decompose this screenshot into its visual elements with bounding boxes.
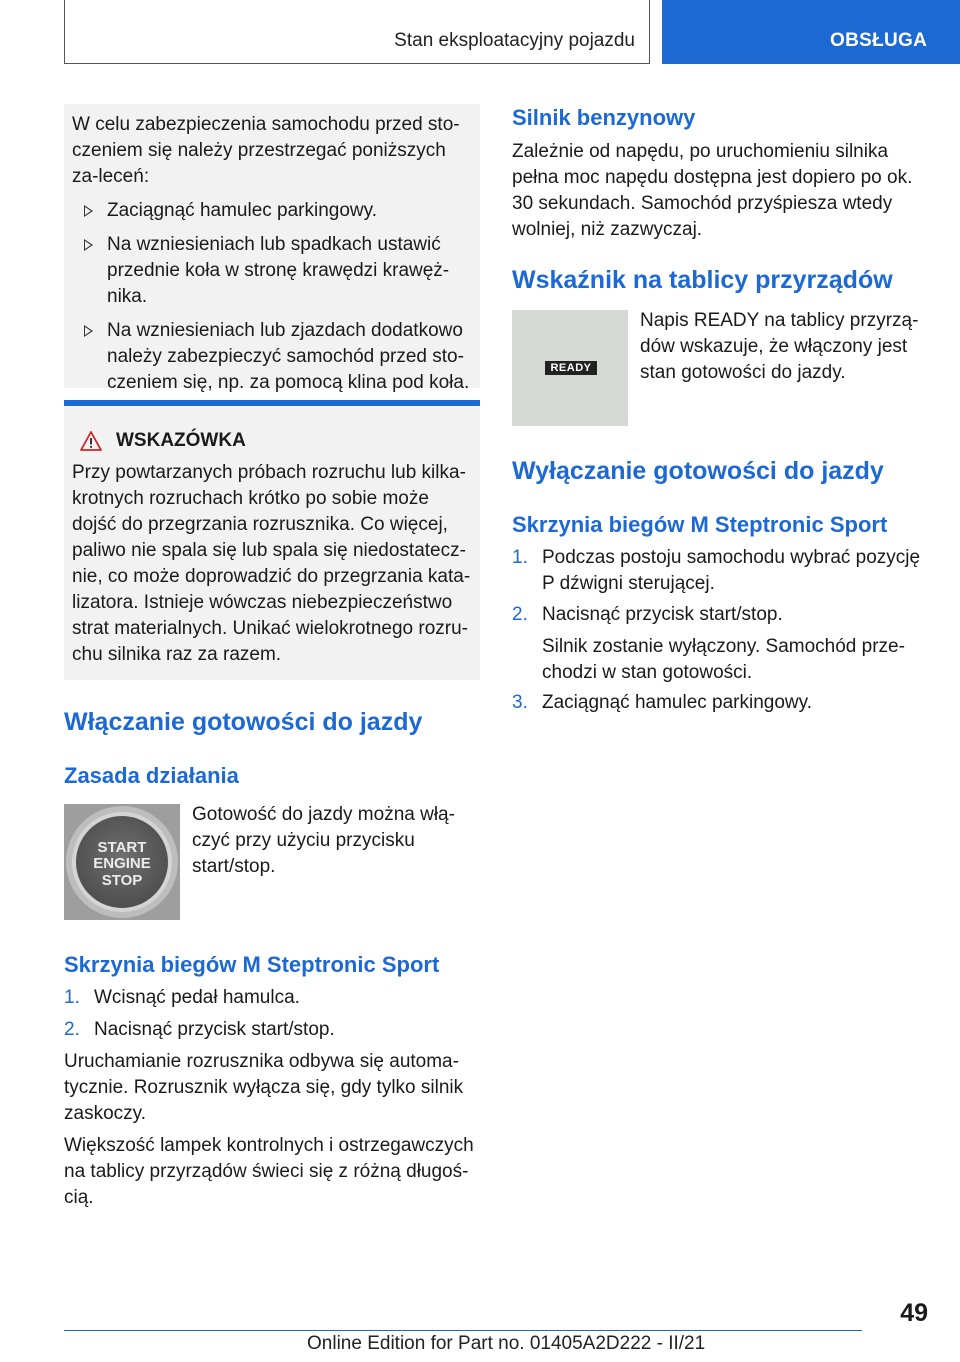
note-box [64, 104, 480, 393]
header-frame [64, 0, 650, 64]
petrol-text: Zależnie od napędu, po uruchomieniu silnika pełna moc napędu dostępna jest dopiero po ok. 30 sekundach. Samochód przyśpiesza wtedy wolniej, niż zazwyczaj. [512, 141, 913, 240]
indicator-text: Napis READY na tablicy przyrzą-dów wskazuje, że włączony jest stan gotowości do jazdy. [640, 310, 919, 383]
heading-disable-ready: Wyłączanie gotowości do jazdy [512, 457, 884, 485]
ready-indicator-image [512, 310, 628, 426]
page-number: 49 [900, 1299, 928, 1327]
step-item: 1. Wcisnąć pedał hamulca. [64, 987, 300, 1008]
heading-indicator: Wskaźnik na tablicy przyrządów [512, 266, 893, 294]
step-item: 2. Nacisnąć przycisk start/stop. [64, 1019, 335, 1040]
warning-body: Przy powtarzanych próbach rozruchu lub kilka-krotnych rozruchach krótko po sobie może dojść do przegrzania rozrusznika. Co więcej, paliwo nie spala się lub spala się niedostatecz-nie, co może doprowadzić do przegrzania kata-lizatora. Istnieje wówczas niebezpieczeństwo strat materialnych. Unikać wielokrotnego rozru-chu silnika raz za razem. [72, 462, 471, 665]
warning-header [72, 428, 472, 454]
start-engine-stop-icon [64, 804, 180, 920]
step-item: 2. Nacisnąć przycisk start/stop. [512, 604, 783, 625]
paragraph-starter: Uruchamianie rozrusznika odbywa się automa-tycznie. Rozrusznik wyłącza się, gdy tylko silnik zaskoczy. [64, 1051, 464, 1124]
footer-edition: Online Edition for Part no. 01405A2D222 - II/21 [307, 1333, 706, 1354]
step-item: 1. Podczas postoju samochodu wybrać pozycję P dźwigni sterującej. [512, 547, 921, 594]
warning-triangle-icon [80, 431, 102, 451]
chapter-tab[interactable] [662, 0, 960, 64]
chapter-tab-label: OBSŁUGA [830, 30, 928, 51]
list-item: Na wzniesieniach lub zjazdach dodatkowo należy zabezpieczyć samochód przed sto-czeniem się, np. za pomocą klina pod koła. [72, 318, 472, 396]
svg-text:START: START [97, 839, 147, 856]
heading-petrol-engine: Silnik benzynowy [512, 105, 696, 130]
warning-box [64, 400, 480, 680]
principle-text: Gotowość do jazdy można włą-czyć przy użyciu przycisku start/stop. [192, 804, 455, 877]
heading-principle: Zasada działania [64, 763, 239, 788]
note-intro: W celu zabezpieczenia samochodu przed sto-czeniem się należy przestrzegać poniższych za-leceń: [72, 114, 460, 187]
heading-gearbox-left: Skrzynia biegów M Steptronic Sport [64, 952, 440, 977]
bullet-triangle-icon [84, 325, 93, 337]
bullet-triangle-icon [84, 239, 93, 251]
list-item: Na wzniesieniach lub spadkach ustawić przednie koła w stronę krawędzi krawęż-nika. [72, 232, 472, 310]
heading-enable-ready: Włączanie gotowości do jazdy [64, 708, 423, 736]
heading-gearbox-right: Skrzynia biegów M Steptronic Sport [512, 512, 888, 537]
step-item: 3. Zaciągnąć hamulec parkingowy. [512, 692, 813, 713]
section-title: Stan eksploatacyjny pojazdu [394, 30, 635, 51]
start-stop-button-image [64, 804, 180, 920]
step-result: Silnik zostanie wyłączony. Samochód prze-chodzi w stan gotowości. [542, 636, 905, 683]
ready-badge: READY [545, 361, 597, 375]
svg-text:STOP: STOP [101, 872, 143, 889]
paragraph-lamps: Większość lampek kontrolnych i ostrzegawczych na tablicy przyrządów świeci się z różną długoś-cią. [64, 1135, 474, 1208]
warning-title: WSKAZÓWKA [116, 430, 246, 451]
note-list [72, 198, 472, 396]
bullet-triangle-icon [84, 205, 93, 217]
list-item: Zaciągnąć hamulec parkingowy. [72, 198, 472, 224]
svg-text:ENGINE: ENGINE [93, 855, 151, 872]
